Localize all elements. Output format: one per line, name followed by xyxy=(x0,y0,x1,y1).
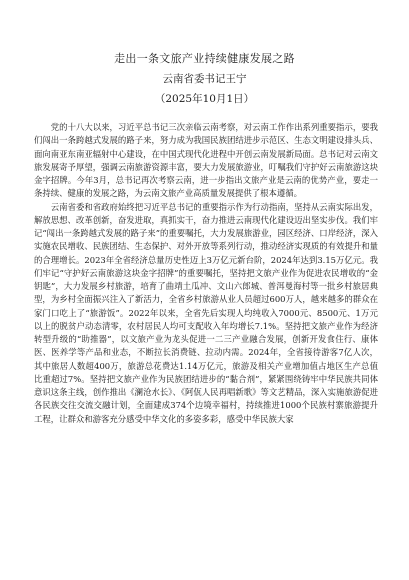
paragraph-2: 云南省委和省政府始终把习近平总书记的重要指示作为行动指南，坚持从云南实际出发，解放思想、改革创新，奋发进取，真抓实干，奋力推进云南现代化建设迈出坚实步伐。我们牢记“闯出一条跨越式发展的路子来”的重要嘱托，大力发展旅游业，园区经济、口岸经济，深入实施农民增收、民族团结、生态保护、对外开放等系列行动，推动经济实现质的有效提升和量的合理增长。2023年全省经济总量历史性迈上3万亿元新台阶，2024年达到3.15万亿元。我们牢记“守护好云南旅游这块金字招牌”的重要嘱托，坚持把文旅产业作为促进农民增收的“金钥匙”，大力发展乡村旅游，培育了曲靖土瓜冲、文山六郎城、普洱曼海村等一批乡村旅居典型，为乡村全面振兴注入了新活力，全省乡村旅游从业人员超过600万人，越来越多的群众在家门口吃上了“旅游饭”。2022年以来，全省先后实现人均纯收入7000元、8500元、1万元以上的脱贫户动态清零，农村居民人均可支配收入年均增长7.1%。坚持把文旅产业作为经济转型升级的“助推器”，以文旅产业为龙头促进一二三产业融合发展，创新开发食住行、康体医、医养学等产品和业态，不断拉长消费链、拉动内需。2024年，全省接待游客7亿人次，其中旅居人数超400万，旅游总花费达1.14万亿元，旅游及相关产业增加值占地区生产总值比重超过7%。坚持把文旅产业作为民族团结进步的“黏合剂”，紧紧围绕铸牢中华民族共同体意识这条主线，创作推出《澜沧水长》、《阿佤人民再唱新歌》等文艺精品，深入实施旅游促进各民族交往交流交融计划，全面建成374个边境幸福村，持续推进1000个民族村寨旅游提升工程，让群众和游客充分感受中华文化的多姿多彩，感受中华民族大家 xyxy=(34,201,378,424)
document-title: 走出一条文旅产业持续健康发展之路 xyxy=(114,52,295,65)
document-author: 云南省委书记王宁 xyxy=(162,73,247,85)
document-date: （2025年10月1日） xyxy=(154,93,255,105)
paragraph-1: 党的十八大以来，习近平总书记三次亲临云南考察，对云南工作作出系列重要指示，要我们闯出一条跨越式发展的路子来，努力成为我国民族团结进步示范区、生态文明建设排头兵、面向南亚东南亚辐射中心建设，在中国式现代化进程中开创云南发展新局面。总书记对云南文旅发展寄予厚望，强调云南旅游资源丰富，要大力发展旅游业，叮嘱我们守护好云南旅游这块金字招牌。今年3月，总书记再次考察云南，进一步指出文旅产业是云南的优势产业，要走一条持续、健康的发展之路，为云南文旅产业高质量发展提供了根本遵循。 xyxy=(34,122,378,199)
document-body xyxy=(34,121,378,426)
